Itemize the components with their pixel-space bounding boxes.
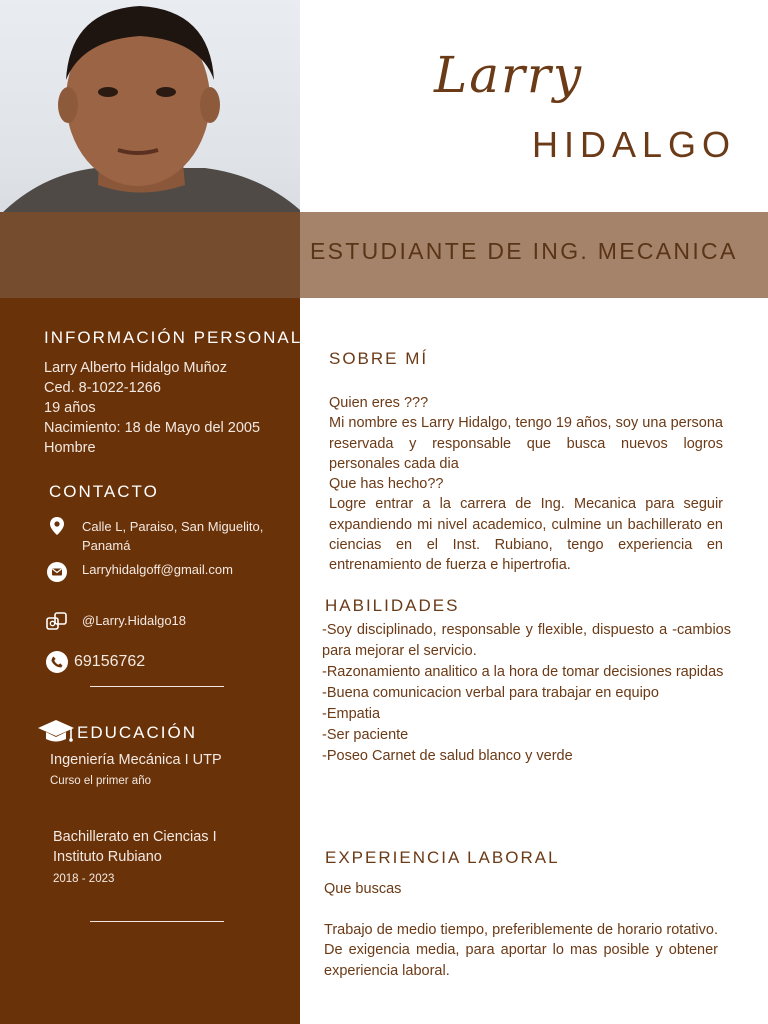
about-text [329,393,723,576]
education-item-detail: Curso el primer año [50,775,151,787]
education-item-title: Ingeniería Mecánica I UTP [50,752,222,768]
about-line: Mi nombre es Larry Hidalgo, tengo 19 años, soy una persona reservada y responsable que busca nuevos logros personales cada dia [329,415,723,472]
contact-address: Calle L, Paraiso, San Miguelito, Panamá [82,519,264,553]
contact-social[interactable]: @Larry.Hidalgo18 [82,613,187,628]
experience-text: Trabajo de medio tiempo, preferiblemente de horario rotativo. De exigencia media, para aportar lo mas posible y obtener experiencia laboral. [324,922,718,979]
about-line: Que has hecho?? [329,476,444,493]
about-line: Quien eres ??? [329,395,429,411]
skill-item: -Razonamiento analitico a la hora de tomar decisiones rapidas [322,664,724,680]
experience-subheading: Que buscas [324,881,402,897]
last-name: HIDALGO [532,124,737,165]
skill-item: -Ser paciente [322,727,409,743]
education-item-detail: 2018 - 2023 [53,873,115,885]
envelope-icon [46,561,68,583]
skill-item: -Poseo Carnet de salud blanco y verde [322,748,573,764]
skill-item: -Soy disciplinado, responsable y flexible, dispuesto a -cambios para mejorar el servicio. [322,622,731,659]
skill-item: -Buena comunicacion verbal para trabajar en equipo [322,685,659,701]
skills-heading: HABILIDADES [325,596,460,615]
contact-email[interactable]: Larryhidalgoff@gmail.com [82,562,233,577]
job-title: ESTUDIANTE DE ING. MECANICA [310,238,738,264]
sidebar [0,298,303,1024]
personal-info-heading: INFORMACIÓN PERSONAL [44,328,303,347]
graduation-cap-icon [36,718,76,746]
personal-age: 19 años [44,400,96,416]
location-pin-icon [46,515,68,537]
personal-name: Larry Alberto Hidalgo Muñoz [44,360,227,376]
personal-id: Ced. 8-1022-1266 [44,380,161,396]
social-media-icon [46,611,68,633]
divider [90,686,224,687]
skills-list [322,620,731,767]
divider [90,921,224,922]
phone-icon [46,651,68,673]
personal-birthdate: Nacimiento: 18 de Mayo del 2005 [44,420,261,436]
personal-gender: Hombre [44,440,96,456]
first-name: Larry [434,46,584,104]
contact-heading: CONTACTO [49,482,159,501]
skill-item: -Empatia [322,706,381,722]
education-heading: EDUCACIÓN [77,723,198,742]
about-heading: SOBRE MÍ [329,349,429,368]
photo-overlay-band [0,212,300,298]
contact-phone[interactable]: 69156762 [74,653,146,670]
about-line: Logre entrar a la carrera de Ing. Mecanica para seguir expandiendo mi nivel academico, culmine un bachillerato en ciencias en el Inst. Rubiano, tengo experiencia en entrenamiento de fuerza e hipertrofia. [329,496,723,574]
education-item-title: Bachillerato en Ciencias I Instituto Rubiano [53,829,217,865]
experience-heading: EXPERIENCIA LABORAL [325,848,560,867]
